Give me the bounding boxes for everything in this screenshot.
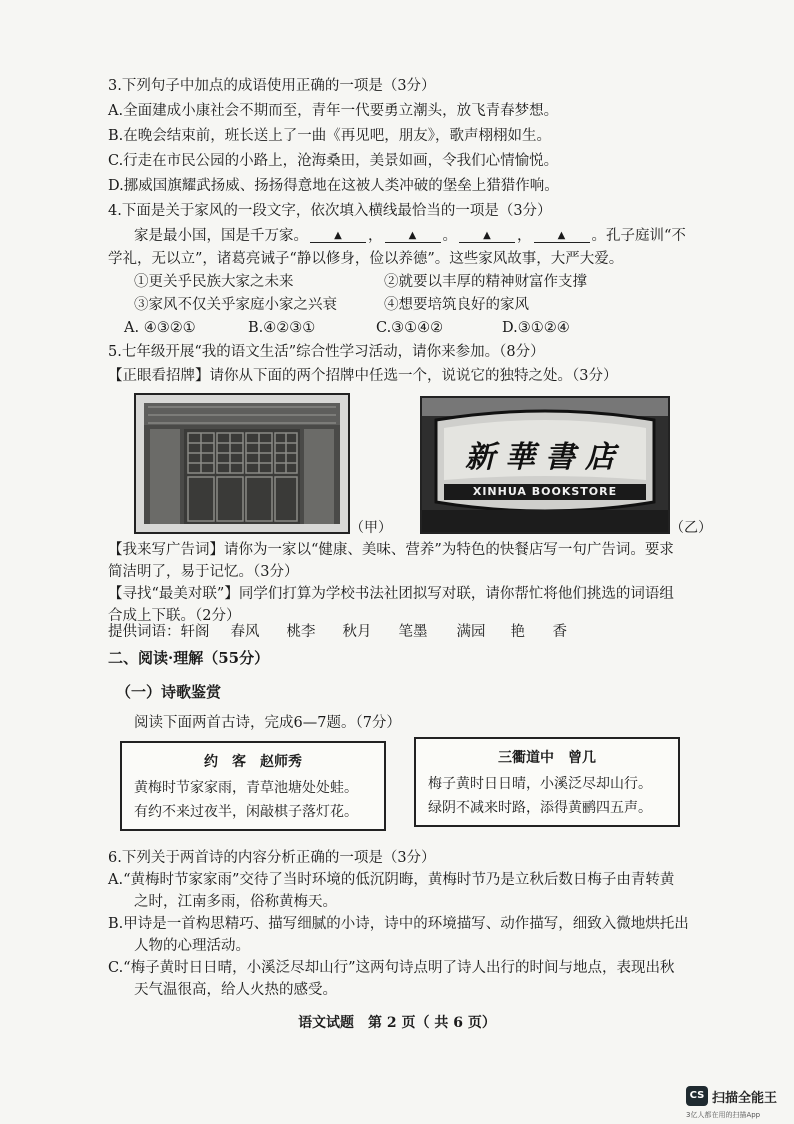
q4-text-line1: 家是最小国，国是千万家。 ▲ ， ▲ 。 ▲ ， ▲ 。孔子庭训“不 — [134, 228, 686, 244]
q5-part1: 【正眼看招牌】请你从下面的两个招牌中任选一个，说说它的独特之处。（3分） — [108, 368, 618, 384]
q6-option-c-line2: 天气温很高，给人火热的感受。 — [134, 982, 337, 998]
poem2-box — [414, 737, 680, 827]
poem2-line1: 梅子黄时日日晴，小溪泛尽却山行。 — [428, 776, 652, 792]
poem1-title: 约 客 赵师秀 — [204, 754, 302, 770]
q4-option-c: C.③①④② — [376, 320, 444, 336]
poem1-line1: 黄梅时节家家雨，青草池塘处处蛙。 — [134, 780, 358, 796]
q4-item-2: ②就要以丰厚的精神财富作支撑 — [384, 274, 587, 290]
q5-part3-line1: 【寻找“最美对联”】同学们打算为学校书法社团拟写对联，请你帮忙将他们挑选的词语组 — [108, 586, 674, 602]
watermark-subtitle: 3亿人都在用的扫描App — [686, 1111, 761, 1119]
q5-part2-line2: 简洁明了，易于记忆。（3分） — [108, 564, 299, 580]
word-item: 轩阁 — [180, 624, 210, 640]
q4-option-b: B.④②③① — [248, 320, 316, 336]
q5-stem: 5.七年级开展“我的语文生活”综合性学习活动，请你来参加。（8分） — [108, 344, 545, 360]
q6-option-a-line2: 之时，江南多雨，俗称黄梅天。 — [134, 894, 337, 910]
poem2-title: 三衢道中 曾几 — [498, 750, 596, 766]
q5-part3-line2: 合成上下联。（2分） — [108, 608, 241, 624]
section2-title: 二、阅读·理解（55分） — [108, 649, 270, 667]
poem1-line2: 有约不来过夜半，闲敲棋子落灯花。 — [134, 804, 358, 820]
word-item: 艳 — [510, 624, 525, 640]
q6-option-b-line2: 人物的心理活动。 — [134, 938, 250, 954]
poem1-box — [120, 741, 386, 831]
q3-option-d: D.挪威国旗耀武扬威、扬扬得意地在这被人类冲破的堡垒上猎猎作响。 — [108, 178, 559, 194]
watermark-name: 扫描全能王 — [712, 1091, 778, 1106]
q4-blank-4: ▲ — [534, 230, 590, 243]
poem2-line2: 绿阴不减来时路，添得黄鹂四五声。 — [428, 800, 652, 816]
scanner-watermark — [686, 1086, 794, 1122]
sign-chinese-text: 新華書店 — [465, 440, 625, 475]
q4-blank-3: ▲ — [459, 230, 515, 243]
q5-part2-line1: 【我来写广告词】请你为一家以“健康、美味、营养”为特色的快餐店写一句广告词。要求 — [108, 542, 674, 558]
word-item: 春风 — [230, 624, 260, 640]
signboard-photo-yi — [420, 396, 670, 534]
signboard-photo-jia — [134, 393, 350, 534]
photo-label-jia: （甲） — [350, 520, 392, 536]
words-label: 提供词语： — [108, 624, 181, 640]
section2-intro: 阅读下面两首古诗，完成6—7题。（7分） — [134, 715, 401, 731]
q4-item-4: ④想要培筑良好的家风 — [384, 297, 529, 313]
word-item: 满园 — [456, 624, 486, 640]
q4-text-a: 家是最小国，国是千万家。 — [134, 228, 308, 244]
q6-option-c-line1: C.“梅子黄时日日晴，小溪泛尽却山行”这两句诗点明了诗人出行的时间与地点，表现出秋 — [108, 960, 675, 976]
word-item: 桃李 — [286, 624, 316, 640]
q4-option-d: D.③①②④ — [502, 320, 570, 336]
q4-option-a: A. ④③②① — [124, 320, 196, 336]
q4-item-1: ①更关乎民族大家之未来 — [134, 274, 294, 290]
q6-stem: 6.下列关于两首诗的内容分析正确的一项是（3分） — [108, 850, 436, 866]
section2-subtitle: （一）诗歌鉴赏 — [116, 683, 222, 701]
camscanner-logo-icon: CS — [686, 1086, 708, 1106]
q5-word-list — [108, 622, 583, 642]
q4-text-line2: 学礼，无以立”，诸葛亮诫子“静以修身，俭以养德”。这些家风故事，大严大爱。 — [108, 251, 624, 267]
photo-label-yi: （乙） — [670, 520, 712, 536]
word-item: 秋月 — [342, 624, 372, 640]
word-item: 香 — [552, 624, 567, 640]
page-footer: 语文试题 第 2 页（ 共 6 页） — [298, 1015, 496, 1031]
q4-text-b: 。孔子庭训“不 — [591, 228, 686, 244]
q3-option-c: C.行走在市民公园的小路上，沧海桑田，美景如画，令我们心情愉悦。 — [108, 153, 559, 169]
q3-option-a: A.全面建成小康社会不期而至，青年一代要勇立潮头，放飞青春梦想。 — [108, 103, 559, 119]
q3-option-b: B.在晚会结束前，班长送上了一曲《再见吧，朋友》，歌声栩栩如生。 — [108, 128, 552, 144]
q6-option-a-line1: A.“黄梅时节家家雨”交待了当时环境的低沉阴晦，黄梅时节乃是立秋后数日梅子由青转黄 — [108, 872, 675, 888]
wooden-door-image — [136, 395, 348, 532]
q3-stem: 3.下列句子中加点的成语使用正确的一项是（3分） — [108, 78, 436, 94]
sign-english-text: XINHUA BOOKSTORE — [472, 485, 618, 498]
word-item: 笔墨 — [398, 624, 428, 640]
q4-blank-2: ▲ — [385, 230, 441, 243]
q4-stem: 4.下面是关于家风的一段文字，依次填入横线最恰当的一项是（3分） — [108, 203, 552, 219]
q4-item-3: ③家风不仅关乎家庭小家之兴衰 — [134, 297, 337, 313]
q6-option-b-line1: B.甲诗是一首构思精巧、描写细腻的小诗，诗中的环境描写、动作描写，细致入微地烘托出 — [108, 916, 689, 932]
q4-blank-1: ▲ — [310, 230, 366, 243]
